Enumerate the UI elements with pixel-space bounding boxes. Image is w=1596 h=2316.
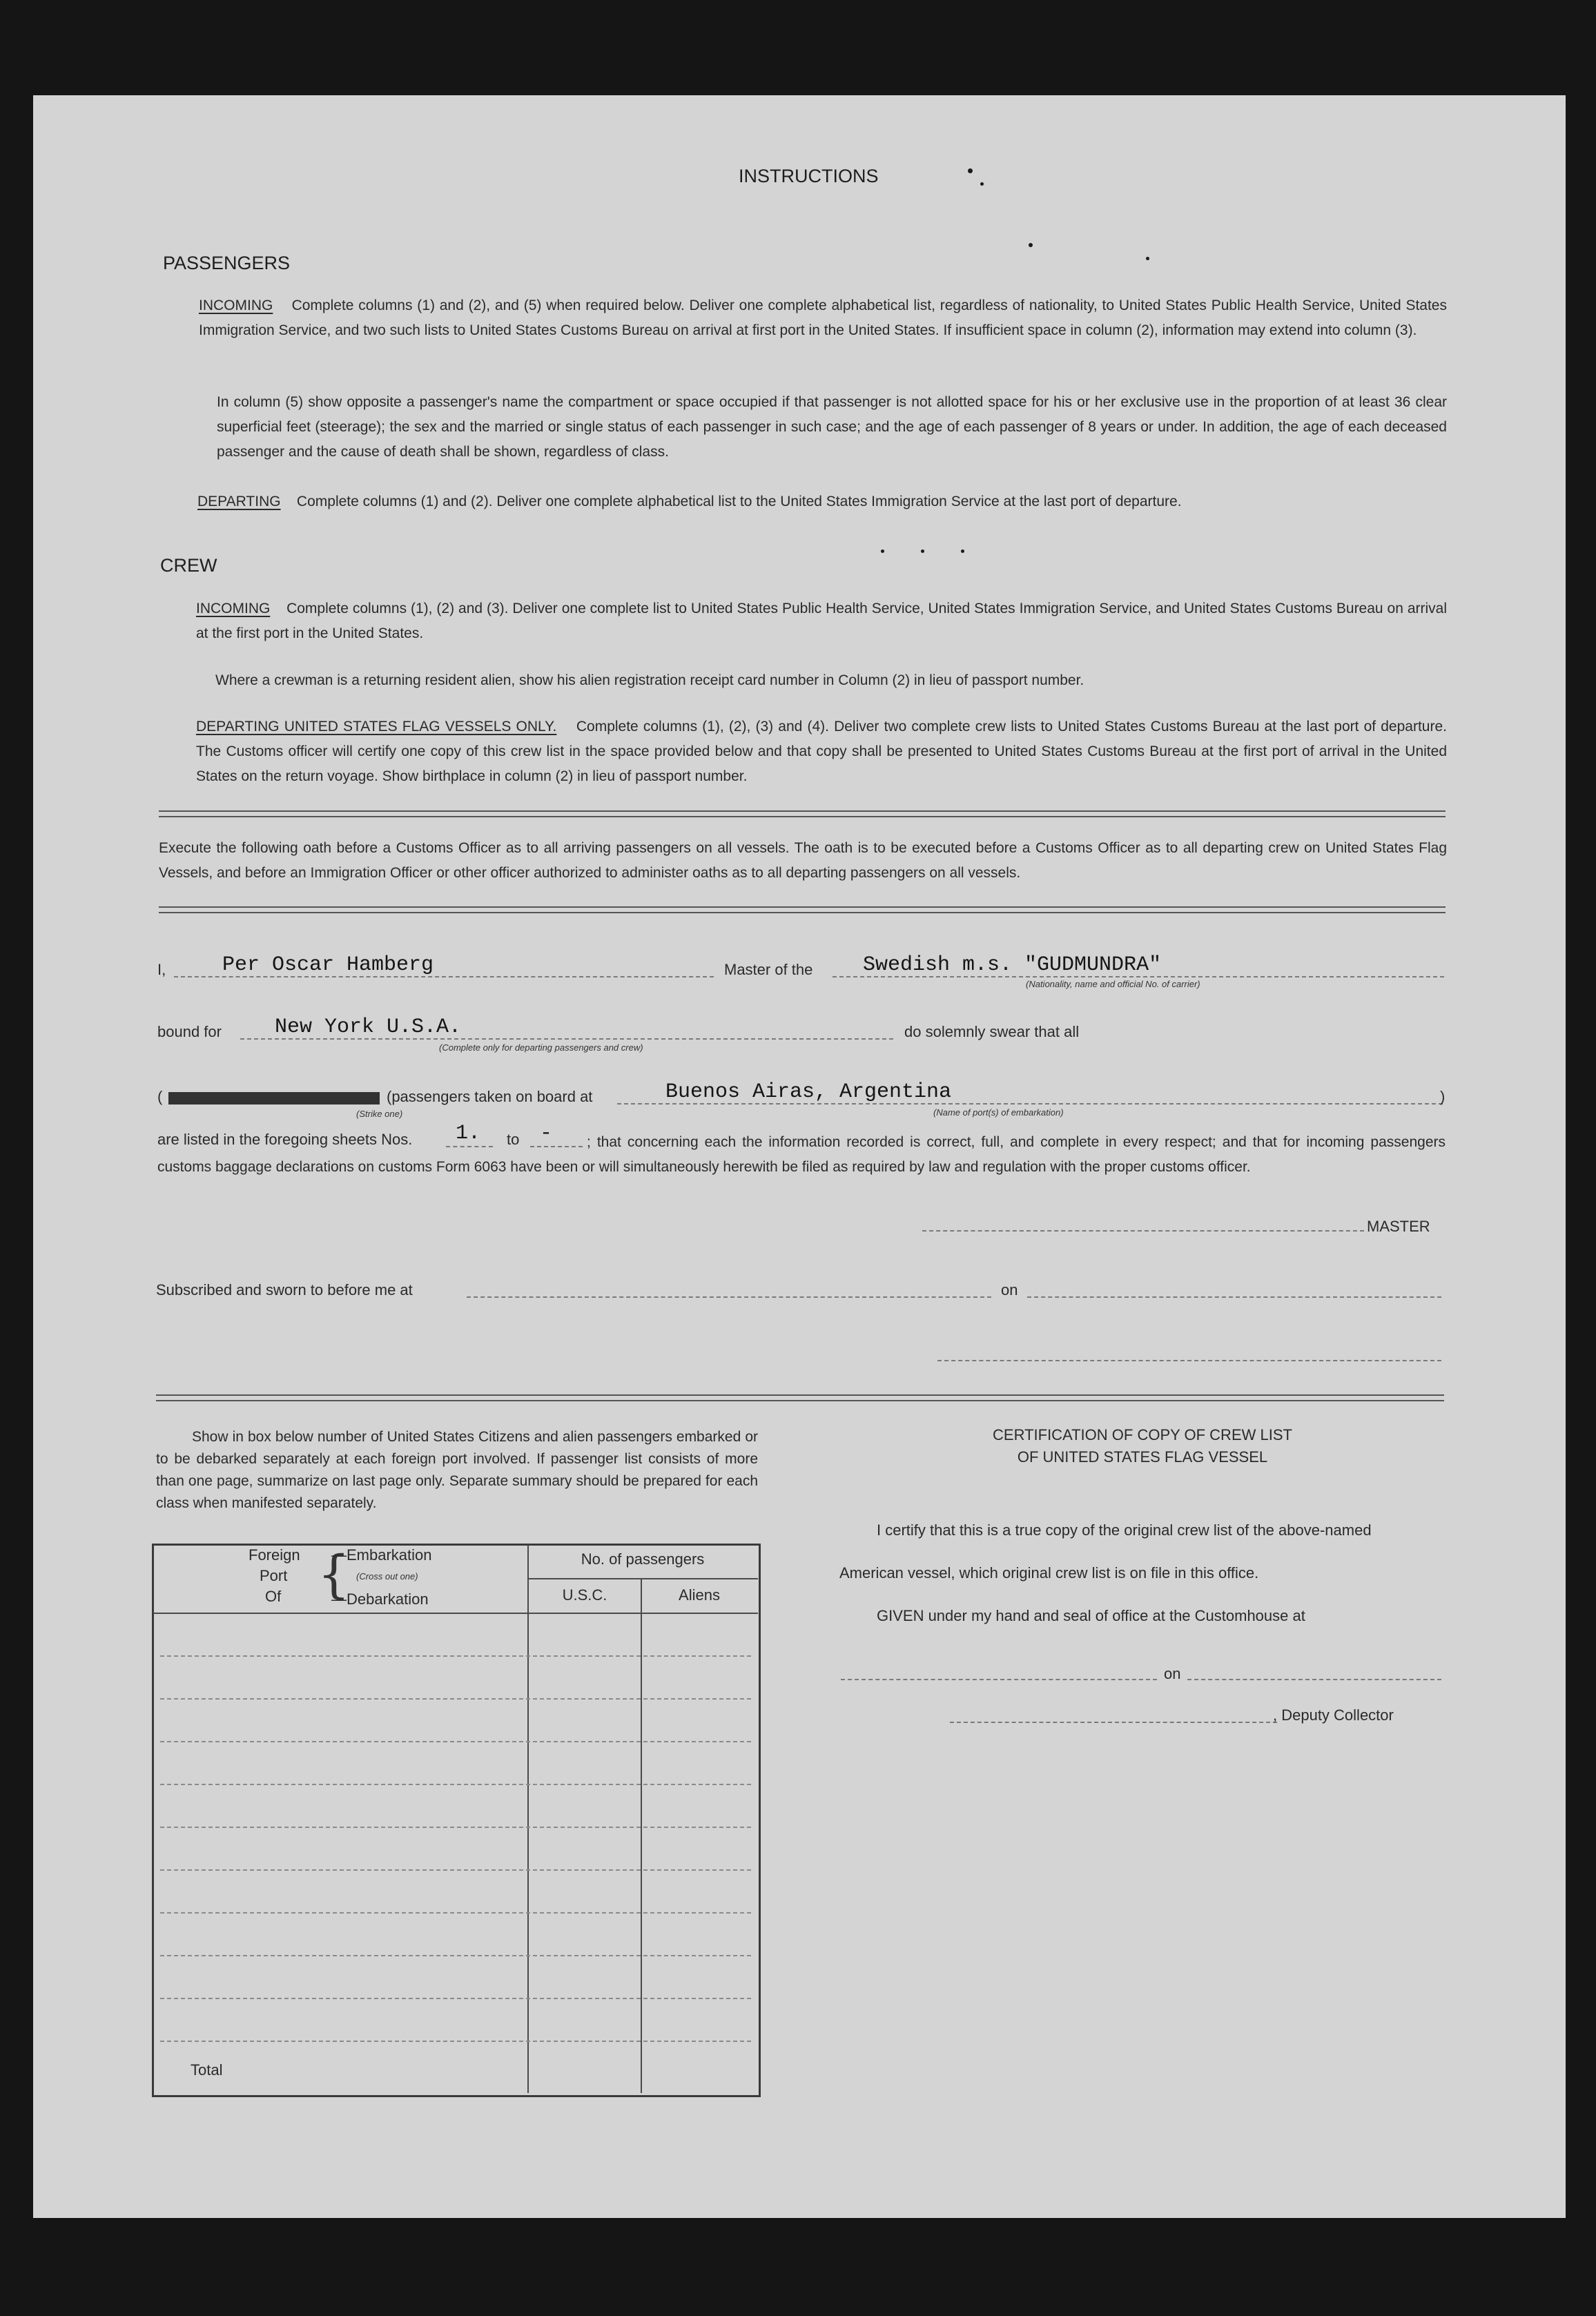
total-label: Total [191, 2061, 223, 2079]
bound-for-field[interactable]: New York U.S.A. [275, 1015, 462, 1039]
cross-out-caption: (Cross out one) [356, 1571, 418, 1582]
table-row-line[interactable] [160, 1869, 751, 1871]
passengers-incoming-text: Complete columns (1) and (2), and (5) when required below. Deliver one complete alphabetical list, regardless of nationality, to United States Public Health Service, United States Immigration Service, and two such lists to United States Customs Bureau on arrival at first port in the United States. If insufficient space in column (2), information may extend into column (3). [199, 298, 1447, 338]
scan-speck [961, 549, 964, 553]
crew-departing-label: DEPARTING UNITED STATES FLAG VESSELS ONLY. [196, 719, 557, 734]
foreign-label: Foreign [249, 1546, 300, 1564]
oath-body-text: ; that concerning each the information recorded is correct, full, and complete in every respect; and that for incoming passengers customs baggage declarations on customs Form 6063 have been or will simultaneously herewith be filed as required by law and regulation with the proper customs officer. [157, 1134, 1446, 1175]
sworn-place-line[interactable] [467, 1296, 991, 1298]
embark-caption: (Name of port(s) of embarkation) [933, 1107, 1064, 1118]
passengers-incoming-paragraph [199, 293, 1447, 343]
subscribed-label: Subscribed and sworn to before me at [156, 1281, 413, 1298]
table-header-bottom [153, 1613, 758, 1614]
double-divider [156, 1394, 1444, 1401]
certification-line-1: I certify that this is a true copy of the original crew list of the above-named [877, 1521, 1372, 1539]
passengers-departing-paragraph [197, 489, 1447, 514]
passengers-departing-label: DEPARTING [197, 494, 281, 509]
taken-on-board-label: (passengers taken on board at [387, 1088, 593, 1105]
debarkation-label: —Debarkation [331, 1590, 429, 1608]
master-name-field[interactable]: Per Oscar Hamberg [222, 953, 434, 977]
sworn-on-label: on [1001, 1281, 1018, 1298]
crew-incoming-paragraph [196, 596, 1447, 646]
certification-on-label: on [1164, 1665, 1181, 1682]
table-column-divider [527, 1545, 529, 2093]
scan-speck [1029, 243, 1033, 247]
listed-label: are listed in the foregoing sheets Nos. [157, 1131, 413, 1148]
table-row-line[interactable] [160, 1912, 751, 1914]
crew-heading: CREW [160, 555, 217, 576]
scan-speck [1146, 257, 1149, 260]
passenger-summary-table [152, 1544, 761, 2097]
crew-resident-alien-paragraph: Where a crewman is a returning resident alien, show his alien registration receipt card number in Column (2) in lieu of passport number. [215, 672, 1084, 688]
certification-title-1: CERTIFICATION OF COPY OF CREW LIST [993, 1426, 1292, 1443]
double-divider [159, 810, 1446, 817]
bound-for-label: bound for [157, 1023, 222, 1040]
table-row-line[interactable] [160, 2041, 751, 2042]
officer-signature-line[interactable] [937, 1360, 1441, 1361]
summary-instructions: Show in box below number of United States Citizens and alien passengers embarked or to be debarked separately at each foreign port involved. If passenger list consists of more than one page, summarize on last page only. Separate summary should be prepared for each class when manifested separately. [156, 1429, 758, 1511]
no-of-passengers-header: No. of passengers [581, 1550, 705, 1568]
embark-port-field[interactable]: Buenos Airas, Argentina [665, 1080, 952, 1104]
passengers-departing-text: Complete columns (1) and (2). Deliver one complete alphabetical list to the United States Immigration Service at the last port of departure. [296, 494, 1182, 509]
table-header-divider [529, 1578, 758, 1579]
vessel-field[interactable]: Swedish m.s. "GUDMUNDRA" [863, 953, 1162, 977]
table-row-line[interactable] [160, 1741, 751, 1742]
master-signature-line[interactable] [922, 1230, 1364, 1232]
oath-i-label: I, [157, 961, 166, 978]
aliens-header: Aliens [679, 1586, 720, 1604]
certification-date-line[interactable] [1187, 1679, 1441, 1680]
master-of-label: Master of the [724, 961, 813, 978]
struck-out-text [168, 1092, 380, 1105]
table-row-line[interactable] [160, 1698, 751, 1700]
to-label: to [507, 1131, 520, 1148]
master-label: MASTER [1367, 1218, 1430, 1235]
crew-incoming-label: INCOMING [196, 601, 271, 616]
bound-caption: (Complete only for departing passengers and crew) [439, 1042, 643, 1053]
page-title: INSTRUCTIONS [739, 166, 879, 186]
sworn-date-line[interactable] [1027, 1296, 1441, 1298]
usc-header: U.S.C. [562, 1586, 607, 1604]
brace-icon: { [318, 1545, 351, 1604]
deputy-collector-label: , Deputy Collector [1273, 1706, 1394, 1724]
certification-title-2: OF UNITED STATES FLAG VESSEL [1017, 1448, 1268, 1466]
port-label: Port [260, 1567, 288, 1584]
certification-line-2: American vessel, which original crew list is on file in this office. [839, 1564, 1259, 1582]
strike-caption: (Strike one) [356, 1109, 403, 1119]
crew-incoming-text: Complete columns (1), (2) and (3). Deliver one complete list to United States Public Health Service, United States Immigration Service, and United States Customs Bureau on arrival at the first port in the United States. [196, 601, 1447, 641]
scan-speck [921, 549, 924, 553]
of-label: Of [265, 1588, 282, 1605]
table-row-line[interactable] [160, 1998, 751, 1999]
scan-speck [980, 182, 984, 186]
double-divider [159, 906, 1446, 913]
close-paren: ) [1440, 1088, 1446, 1105]
sheet-from-field[interactable]: 1. [456, 1122, 481, 1145]
table-row-line[interactable] [160, 1955, 751, 1956]
table-row-line[interactable] [160, 1655, 751, 1657]
swear-label: do solemnly swear that all [904, 1023, 1080, 1040]
embarkation-label: —Embarkation [331, 1546, 432, 1564]
crew-departing-text: Complete columns (1), (2), (3) and (4). Deliver two complete crew lists to United States Customs Bureau at the last port of departure. The Customs officer will certify one copy of this crew list in the space provided below and that copy shall be presented to United States Customs Bureau at the first port of arrival in the United States on the return voyage. Show birthplace in column (2) in lieu of passport number. [196, 719, 1447, 784]
vessel-caption: (Nationality, name and official No. of carrier) [1026, 979, 1200, 989]
deputy-signature-line[interactable] [950, 1722, 1277, 1723]
table-row-line[interactable] [160, 1784, 751, 1785]
oath-instructions: Execute the following oath before a Customs Officer as to all arriving passengers on all vessels. The oath is to be executed before a Customs Officer as to all departing crew on United States Flag Vessels, and before an Immigration Officer or other officer authorized to administer oaths as to all departing passengers on all vessels. [159, 840, 1447, 881]
certification-line-3: GIVEN under my hand and seal of office at the Customhouse at [877, 1607, 1305, 1624]
passengers-incoming-label: INCOMING [199, 298, 273, 313]
sheet-to-field[interactable]: - [540, 1122, 553, 1145]
scan-speck [881, 549, 884, 553]
passengers-column5-paragraph: In column (5) show opposite a passenger's name the compartment or space occupied if that passenger is not allotted space for his or her exclusive use in the proportion of at least 36 clear superficial feet (steerage); the sex and the married or single status of each passenger in such case; and the age of each passenger of 8 years or under. In addition, the age of each deceased passenger and the cause of death shall be shown, regardless of class. [217, 394, 1447, 460]
scan-speck [968, 168, 973, 173]
table-row-line[interactable] [160, 1827, 751, 1828]
open-paren: ( [157, 1088, 163, 1105]
passengers-heading: PASSENGERS [163, 253, 291, 273]
crew-departing-paragraph [196, 714, 1447, 789]
customhouse-line[interactable] [841, 1679, 1157, 1680]
